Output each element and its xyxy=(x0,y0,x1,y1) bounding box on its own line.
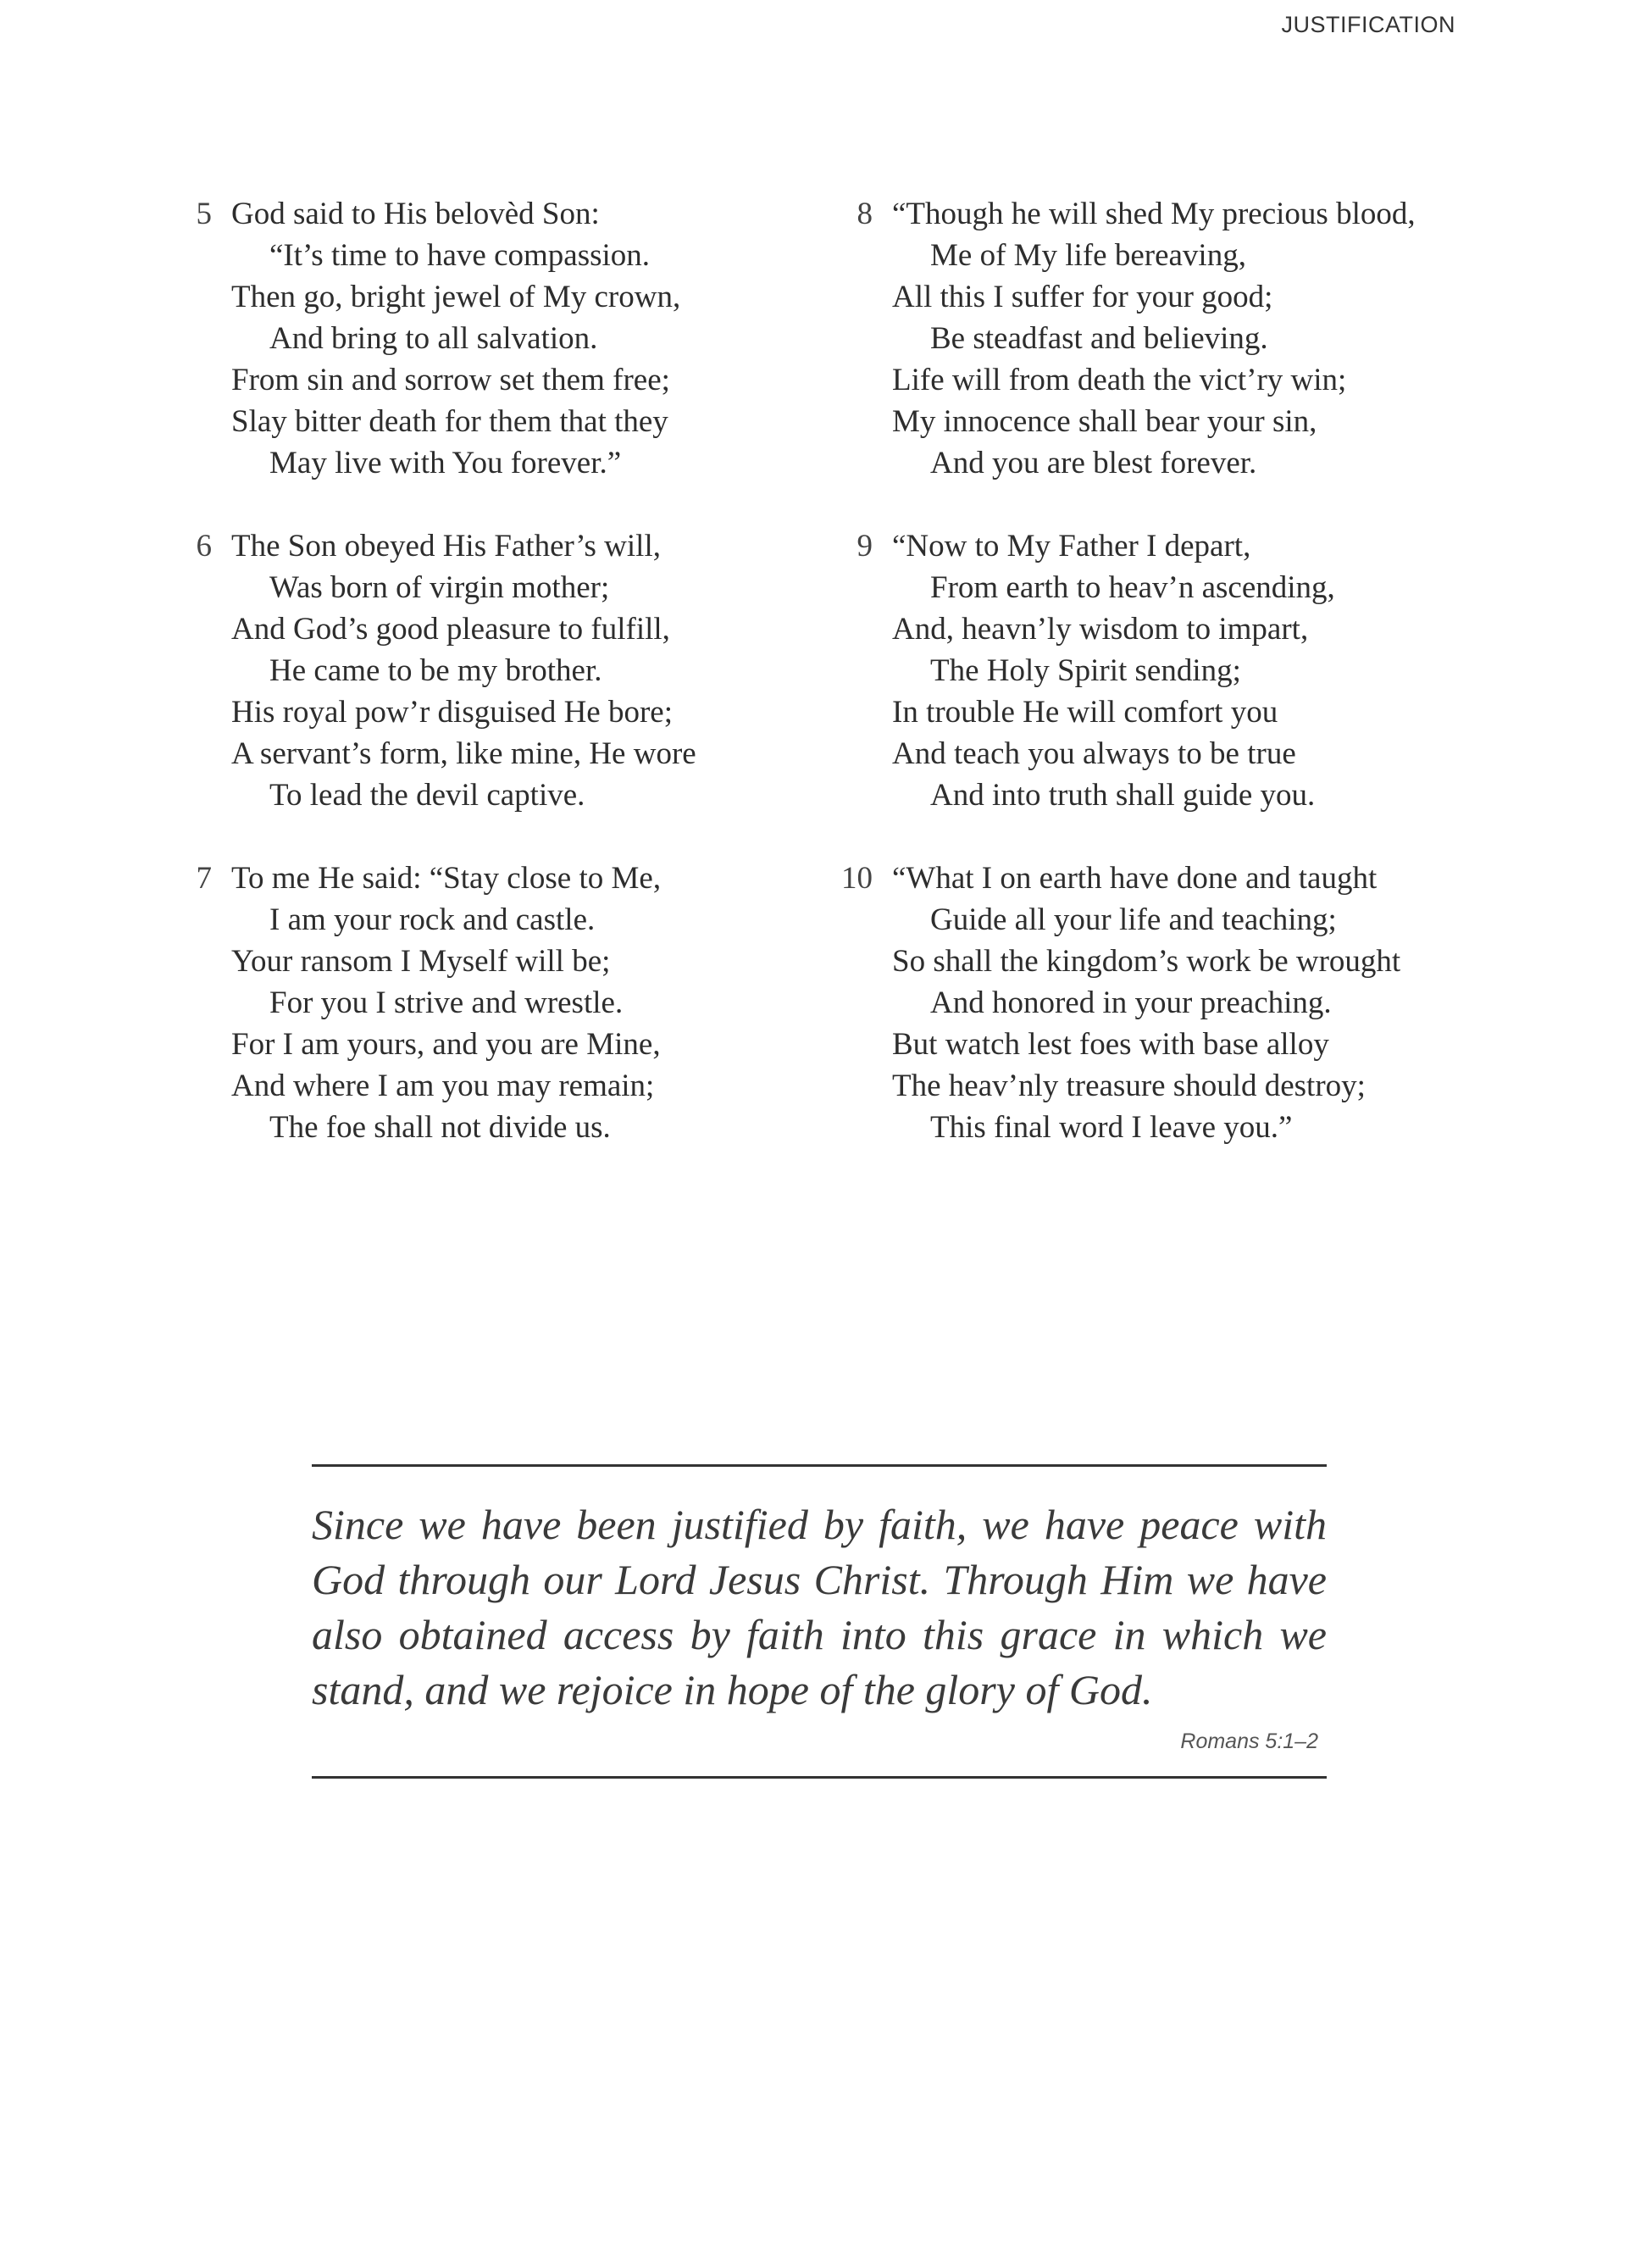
verse-line: Me of My life bereaving, xyxy=(930,238,1246,273)
running-head: JUSTIFICATION xyxy=(1281,12,1455,37)
top-rule xyxy=(312,1464,1327,1467)
stanza-number: 9 xyxy=(856,529,873,564)
verse-line: And bring to all salvation. xyxy=(269,321,598,356)
verse-line: And teach you always to be true xyxy=(892,736,1296,771)
verse-line: For I am yours, and you are Mine, xyxy=(231,1027,661,1062)
verse-line: And where I am you may remain; xyxy=(231,1069,655,1103)
verse-line: Be steadfast and believing. xyxy=(930,321,1268,356)
verse-line: In trouble He will comfort you xyxy=(892,695,1278,730)
stanza-number: 10 xyxy=(841,861,873,896)
verse-line: From sin and sorrow set them free; xyxy=(231,363,670,397)
verse-line: Then go, bright jewel of My crown, xyxy=(231,280,681,314)
stanza-number: 8 xyxy=(856,197,873,231)
verse-line: The foe shall not divide us. xyxy=(269,1110,611,1145)
verse-line: To lead the devil captive. xyxy=(269,778,585,813)
hymn-verses xyxy=(186,193,1474,1148)
verse-line: This final word I leave you.” xyxy=(930,1110,1293,1145)
verse-line: And God’s good pleasure to fulfill, xyxy=(231,612,670,647)
verse-line: The Son obeyed His Father’s will, xyxy=(231,529,661,564)
verse-line: Life will from death the vict’ry win; xyxy=(892,363,1347,397)
verse-line: My innocence shall bear your sin, xyxy=(892,404,1317,439)
verse-line: And honored in your preaching. xyxy=(930,985,1332,1020)
stanza-9 xyxy=(847,525,1474,816)
bottom-rule xyxy=(312,1776,1327,1779)
verse-line: I am your rock and castle. xyxy=(269,902,596,937)
stanza-10 xyxy=(841,858,1474,1148)
verse-line: So shall the kingdom’s work be wrought xyxy=(892,944,1401,979)
stanza-6 xyxy=(186,525,813,816)
verse-line: And you are blest forever. xyxy=(930,446,1257,480)
verse-line: May live with You forever.” xyxy=(269,446,622,480)
verse-line: The heav’nly treasure should destroy; xyxy=(892,1069,1366,1103)
verse-line: “Though he will shed My precious blood, xyxy=(892,197,1416,231)
stanza-8 xyxy=(847,193,1474,484)
verse-line: “It’s time to have compassion. xyxy=(269,238,651,273)
verse-line: God said to His belovèd Son: xyxy=(231,197,600,231)
verse-line: He came to be my brother. xyxy=(269,653,602,688)
verse-line: For you I strive and wrestle. xyxy=(269,985,624,1020)
verse-line: But watch lest foes with base alloy xyxy=(892,1027,1329,1062)
verse-line: And into truth shall guide you. xyxy=(930,778,1316,813)
verse-line: “What I on earth have done and taught xyxy=(892,861,1378,896)
scripture-quote: Since we have been justified by faith, we have peace with God through our Lord Jesus Christ. Through Him we have also obtained access by faith into this grace in which we stand, and we rejoice in hope of the glory of God. xyxy=(312,1501,1327,1713)
verse-line: Slay bitter death for them that they xyxy=(231,404,668,439)
scripture-citation: Romans 5:1–2 xyxy=(1180,1729,1318,1753)
verse-line: Guide all your life and teaching; xyxy=(930,902,1337,937)
verse-line: Your ransom I Myself will be; xyxy=(231,944,611,979)
verse-line: From earth to heav’n ascending, xyxy=(930,570,1335,605)
verse-line: A servant’s form, like mine, He wore xyxy=(231,736,696,771)
verse-line: To me He said: “Stay close to Me, xyxy=(231,861,662,896)
stanza-7 xyxy=(186,858,813,1148)
verse-line: His royal pow’r disguised He bore; xyxy=(231,695,673,730)
stanza-5 xyxy=(186,193,813,484)
verse-line: And, heavn’ly wisdom to impart, xyxy=(892,612,1309,647)
verse-line: “Now to My Father I depart, xyxy=(892,529,1251,564)
stanza-number: 7 xyxy=(196,861,212,896)
verse-line: All this I suffer for your good; xyxy=(892,280,1273,314)
stanza-number: 6 xyxy=(196,529,212,564)
stanza-number: 5 xyxy=(196,197,212,231)
verse-line: The Holy Spirit sending; xyxy=(930,653,1241,688)
scripture-box xyxy=(312,1464,1327,1779)
verse-line: Was born of virgin mother; xyxy=(269,570,610,605)
